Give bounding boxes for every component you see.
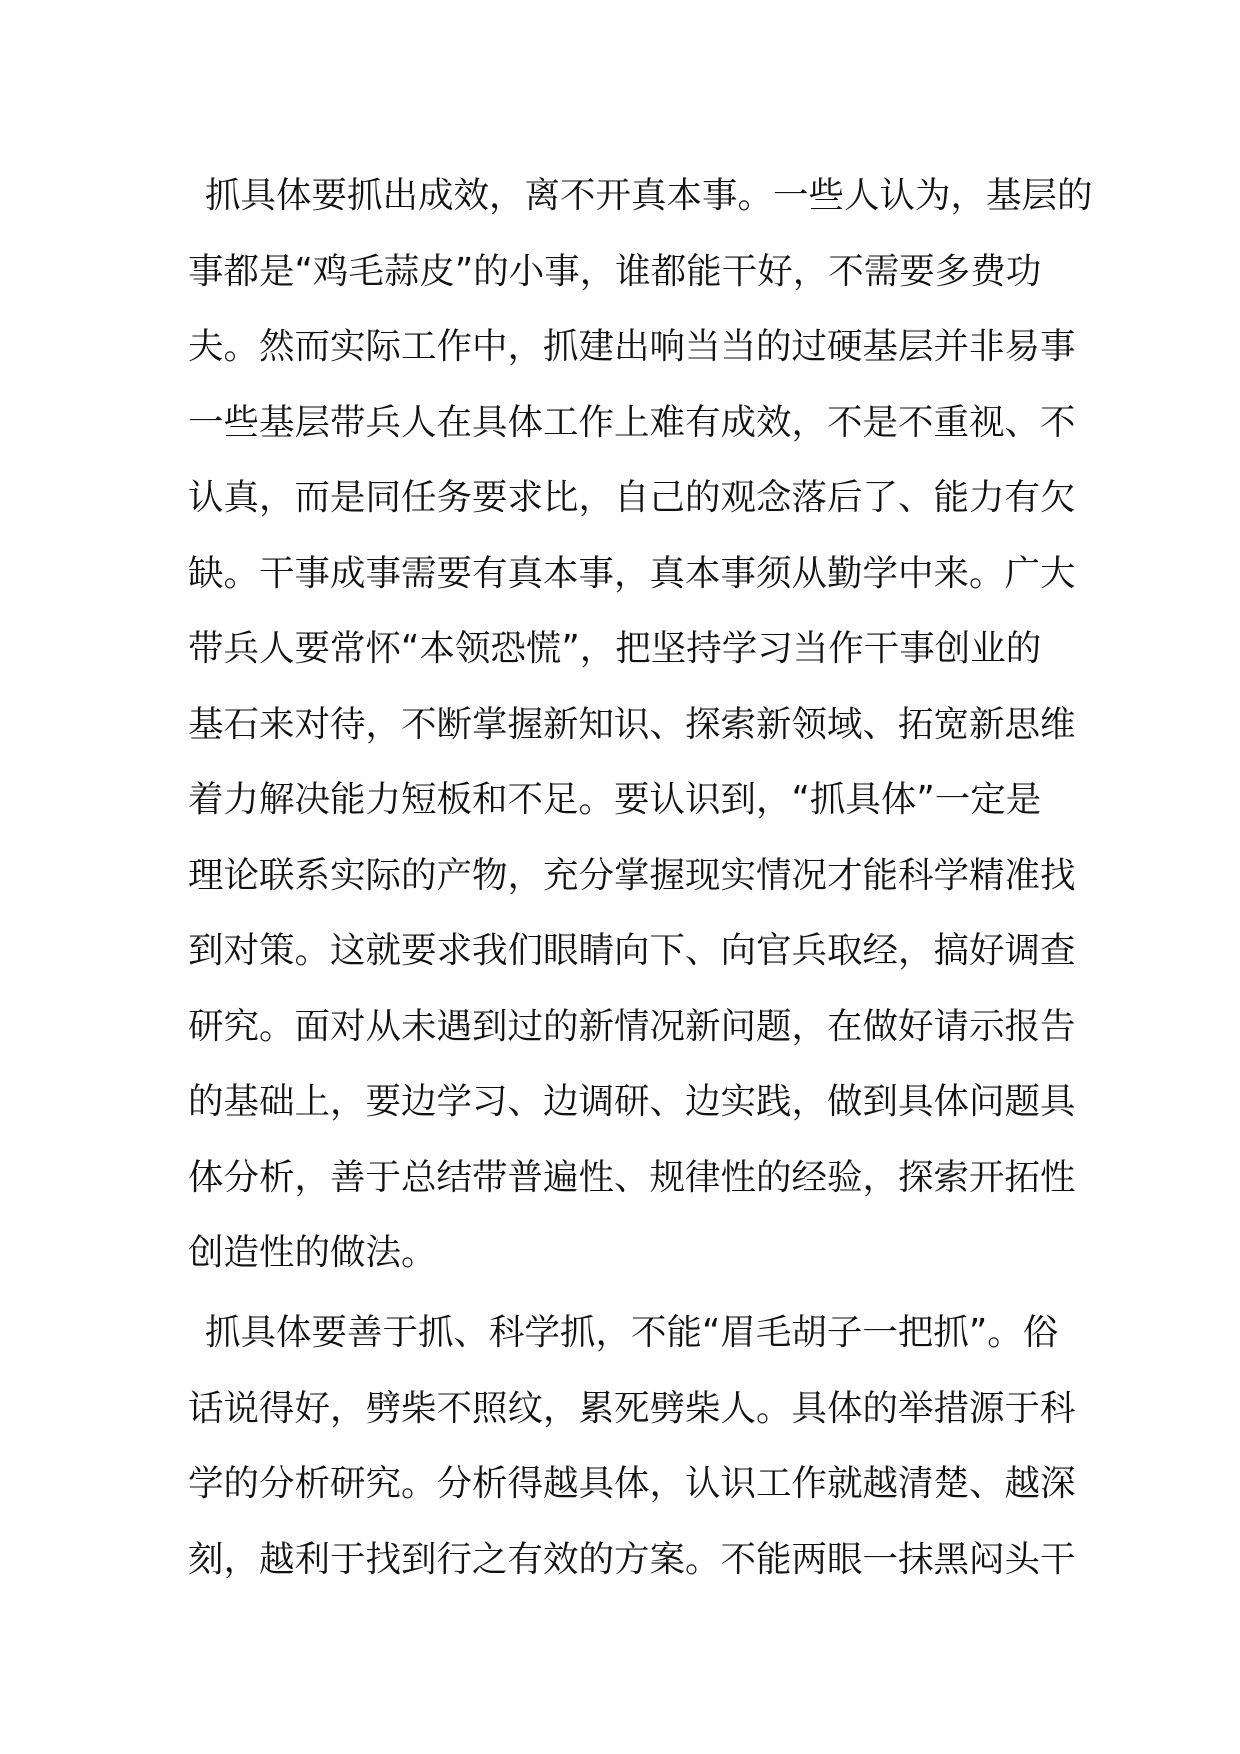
text-line: 带兵人要常怀“本领恐慌”，把坚持学习当作干事创业的 <box>188 628 1042 669</box>
text-line: 基石来对待，不断掌握新知识、探索新领域、拓宽新思维 <box>188 703 1076 745</box>
text-line: 夫。然而实际工作中，抓建出响当当的过硬基层并非易事 <box>188 326 1076 367</box>
text-line: 着力解决能力短板和不足。要认识到，“抓具体”一定是 <box>188 779 1042 820</box>
text-line: 抓具体要善于抓、科学抓，不能“眉毛胡子一把抓”。俗 <box>205 1312 1059 1353</box>
text-line: 一些基层带兵人在具体工作上难有成效，不是不重视、不 <box>188 401 1076 443</box>
text-line: 话说得好，劈柴不照纹，累死劈柴人。具体的举措源于科 <box>188 1387 1076 1429</box>
text-line: 认真，而是同任务要求比，自己的观念落后了、能力有欠 <box>188 477 1076 518</box>
text-line: 抓具体要抓出成效，离不开真本事。一些人认为，基层的 <box>205 175 1093 216</box>
text-line: 研究。面对从未遇到过的新情况新问题，在做好请示报告 <box>188 1005 1076 1047</box>
text-line: 事都是“鸡毛蒜皮”的小事，谁都能干好，不需要多费功 <box>188 250 1042 292</box>
text-line: 刻，越利于找到行之有效的方案。不能两眼一抹黑闷头干 <box>188 1538 1076 1580</box>
text-line: 的基础上，要边学习、边调研、边实践，做到具体问题具 <box>188 1081 1076 1122</box>
text-line: 理论联系实际的产物，充分掌握现实情况才能科学精准找 <box>188 854 1076 896</box>
paragraph-1 <box>188 168 1093 1301</box>
text-line: 创造性的做法。 <box>188 1232 437 1273</box>
text-line: 学的分析研究。分析得越具体，认识工作就越清楚、越深 <box>188 1463 1076 1504</box>
text-line: 体分析，善于总结带普遍性、规律性的经验，探索开拓性 <box>188 1156 1076 1198</box>
text-line: 到对策。这就要求我们眼睛向下、向官兵取经，搞好调查 <box>188 930 1076 971</box>
paragraph-2 <box>188 1305 1076 1607</box>
text-line: 缺。干事成事需要有真本事，真本事须从勤学中来。广大 <box>188 552 1076 594</box>
